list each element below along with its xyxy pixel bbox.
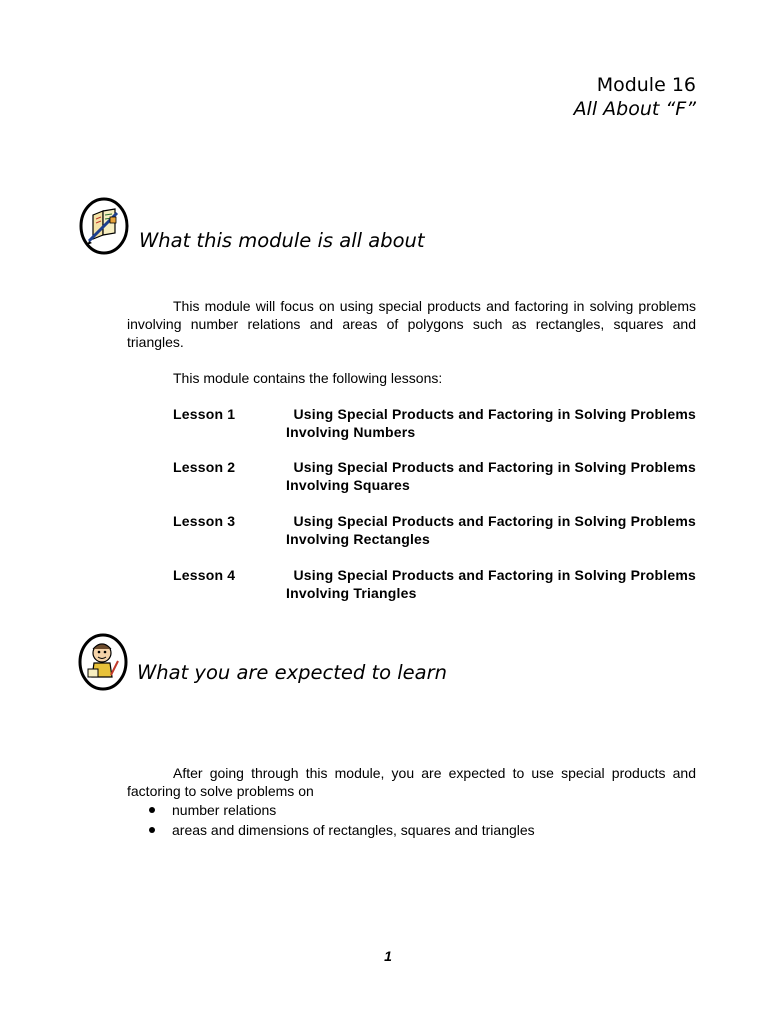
- lesson-label: Lesson 2: [173, 459, 236, 475]
- expected-paragraph: After going through this module, you are expected to use special products and factoring to solve problems on: [127, 765, 696, 799]
- module-title-block: [574, 73, 696, 121]
- lesson-title: Using Special Products and Factoring in Solving Problems: [293, 406, 696, 422]
- lesson-subject: Involving Numbers: [286, 424, 416, 440]
- lesson-subject: Involving Triangles: [286, 585, 417, 601]
- lessons-intro: This module contains the following lessons:: [173, 370, 443, 386]
- book-pen-icon: [79, 197, 129, 255]
- lesson-item: [173, 458, 696, 494]
- bullet-icon: [149, 807, 155, 813]
- section-heading-expected: What you are expected to learn: [137, 661, 447, 684]
- objectives-list: [149, 800, 535, 840]
- student-cartoon-icon: [78, 633, 128, 691]
- lesson-subject: Involving Squares: [286, 477, 410, 493]
- list-item: [149, 800, 535, 820]
- about-paragraph: This module will focus on using special products and factoring in solving problems involving number relations and areas of polygons such as rectangles, squares and triangles.: [127, 298, 696, 350]
- module-label: Module 16: [596, 74, 696, 96]
- lesson-label: Lesson 4: [173, 567, 236, 583]
- lesson-label: Lesson 1: [173, 406, 236, 422]
- lesson-label: Lesson 3: [173, 513, 236, 529]
- lesson-subject: Involving Rectangles: [286, 531, 431, 547]
- lesson-title: Using Special Products and Factoring in Solving Problems: [293, 567, 696, 583]
- lesson-title: Using Special Products and Factoring in Solving Problems: [293, 513, 696, 529]
- lesson-item: [173, 566, 696, 602]
- page-number: 1: [384, 948, 392, 964]
- section-heading-about: What this module is all about: [139, 229, 425, 252]
- module-subtitle: All About “F”: [573, 98, 696, 120]
- lesson-title: Using Special Products and Factoring in Solving Problems: [293, 459, 696, 475]
- bullet-icon: [149, 827, 155, 833]
- lesson-item: [173, 512, 696, 548]
- lesson-item: [173, 405, 696, 441]
- objective-text: areas and dimensions of rectangles, squares and triangles: [172, 822, 535, 838]
- list-item: [149, 820, 535, 840]
- objective-text: number relations: [172, 802, 277, 818]
